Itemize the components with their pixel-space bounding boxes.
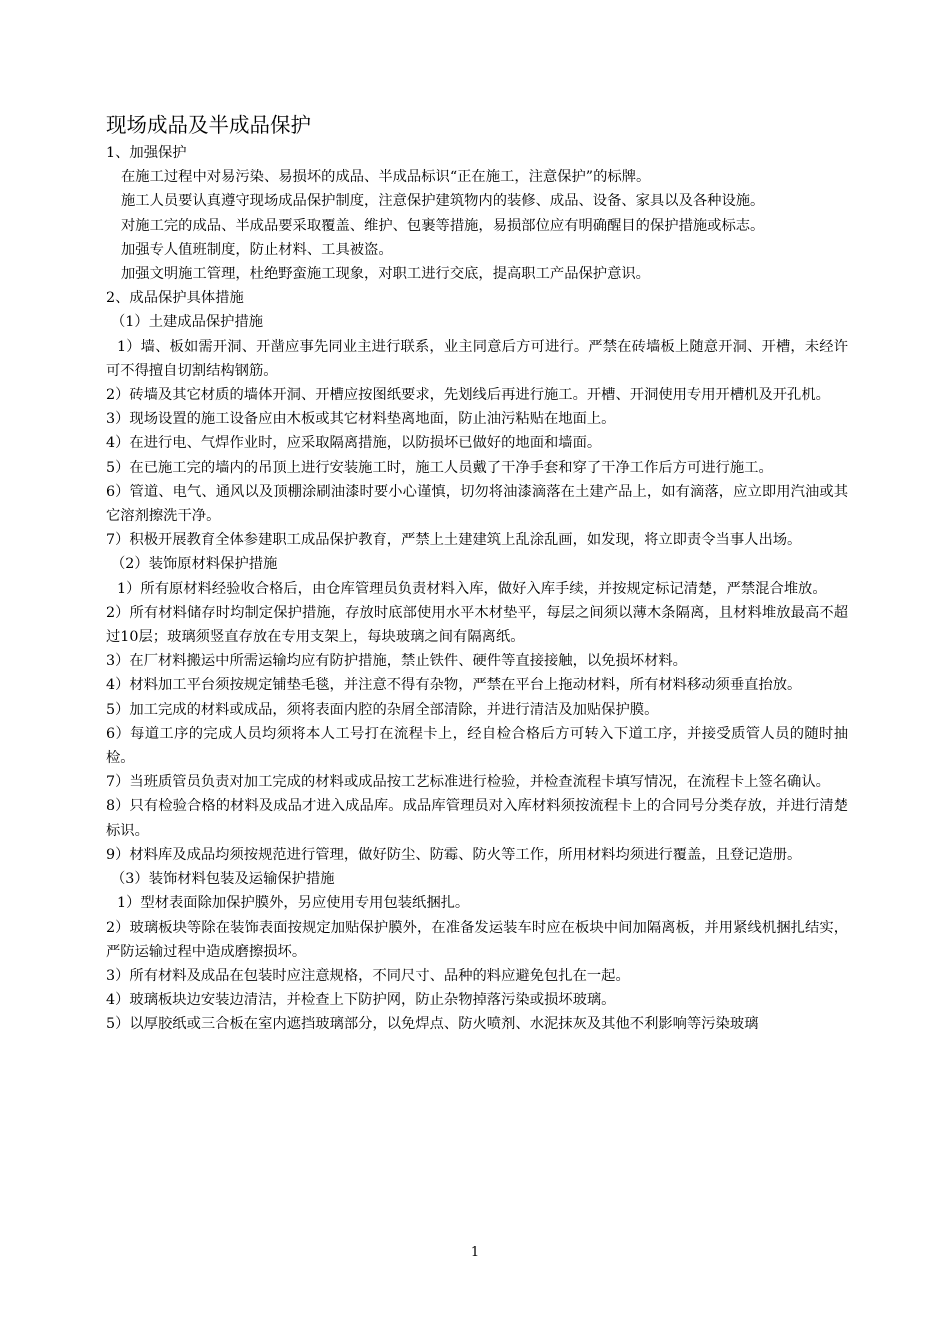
list-item: 2）砖墙及其它材质的墙体开洞、开槽应按图纸要求，先划线后再进行施工。开槽、开洞使用专用开槽机及开孔机。 [106,387,830,404]
list-item: 2）玻璃板块等除在装饰表面按规定加贴保护膜外，在准备发运装车时应在板块中间加隔离板，并用紧线机捆扎结实，严防运输过程中造成磨擦损坏。 [106,919,848,960]
subsection-heading: （1）土建成品保护措施 [111,314,264,331]
list-item: 4）材料加工平台须按规定铺垫毛毯，并注意不得有杂物，严禁在平台上拖动材料，所有材料移动须垂直抬放。 [106,677,802,694]
paragraph: 加强专人值班制度，防止材料、工具被盗。 [121,241,393,258]
list-item: 9）材料库及成品均须按规范进行管理，做好防尘、防霉、防火等工作，所用材料均须进行覆盖，且登记造册。 [106,846,802,863]
list-item: 7）积极开展教育全体参建职工成品保护教育，严禁上土建建筑上乱涂乱画，如发现，将立即责令当事人出场。 [106,532,802,549]
subsection-heading: （2）装饰原材料保护措施 [111,556,278,573]
document-title: 现场成品及半成品保护 [106,113,311,137]
paragraph: 对施工完的成品、半成品要采取覆盖、维护、包裹等措施，易损部位应有明确醒目的保护措施或标志。 [121,217,765,234]
section-heading: 1、加强保护 [106,145,187,161]
list-item: 1）型材表面除加保护膜外，另应使用专用包装纸捆扎。 [117,895,470,912]
subsection-heading: （3）装饰材料包装及运输保护措施 [111,871,335,888]
list-item: 5）以厚胶纸或三合板在室内遮挡玻璃部分，以免焊点、防火喷剂、水泥抹灰及其他不利影响等污染玻璃 [106,1016,759,1033]
paragraph: 在施工过程中对易污染、易损坏的成品、半成品标识“正在施工，注意保护”的标牌。 [121,169,651,186]
list-item: 6）每道工序的完成人员均须将本人工号打在流程卡上，经自检合格后方可转入下道工序，并接受质管人员的随时抽检。 [106,725,848,767]
list-item: 6）管道、电气、通风以及顶棚涂刷油漆时要小心谨慎，切勿将油漆滴落在土建产品上，如有滴落，应立即用汽油或其它溶剂擦洗干净。 [106,483,848,525]
document-page [106,110,848,1037]
list-item: 1）墙、板如需开洞、开凿应事先同业主进行联系，业主同意后方可进行。严禁在砖墙板上随意开洞、开槽，未经许可不得擅自切割结构钢筋。 [106,338,848,379]
list-item: 7）当班质管员负责对加工完成的材料或成品按工艺标准进行检验，并检查流程卡填写情况，在流程卡上签名确认。 [106,774,830,791]
list-item: 4）玻璃板块边安装边清洁，并检查上下防护网，防止杂物掉落污染或损坏玻璃。 [106,992,616,1009]
list-item: 3）在厂材料搬运中所需运输均应有防护措施，禁止铁件、硬件等直接接触，以免损坏材料。 [106,653,687,670]
list-item: 1）所有原材料经验收合格后，由仓库管理员负责材料入库，做好入库手续，并按规定标记清楚，严禁混合堆放。 [117,580,827,597]
paragraph: 加强文明施工管理，杜绝野蛮施工现象，对职工进行交底，提高职工产品保护意识。 [121,266,650,283]
paragraph: 施工人员要认真遵守现场成品保护制度，注意保护建筑物内的装修、成品、设备、家具以及各种设施。 [121,193,765,210]
list-item: 5）加工完成的材料或成品，须将表面内腔的杂屑全部清除，并进行清洁及加贴保护膜。 [106,701,659,718]
list-item: 3）所有材料及成品在包装时应注意规格，不同尺寸、品种的料应避免包扎在一起。 [106,967,630,984]
list-item: 4）在进行电、气焊作业时，应采取隔离措施，以防损坏已做好的地面和墙面。 [106,435,602,452]
list-item: 5）在已施工完的墙内的吊顶上进行安装施工时，施工人员戴了干净手套和穿了干净工作后方可进行施工。 [106,459,773,476]
section-heading: 2、成品保护具体措施 [106,290,244,307]
list-item: 8）只有检验合格的材料及成品才进入成品库。成品库管理员对入库材料须按流程卡上的合同号分类存放，并进行清楚标识。 [106,798,848,839]
list-item: 2）所有材料储存时均制定保护措施，存放时底部使用水平木材垫平，每层之间须以薄木条隔离，且材料堆放最高不超过10层；玻璃须竖直存放在专用支架上，每块玻璃之间有隔离纸。 [106,604,848,646]
list-item: 3）现场设置的施工设备应由木板或其它材料垫离地面，防止油污粘贴在地面上。 [106,411,616,428]
page-number: 1 [470,1245,480,1260]
